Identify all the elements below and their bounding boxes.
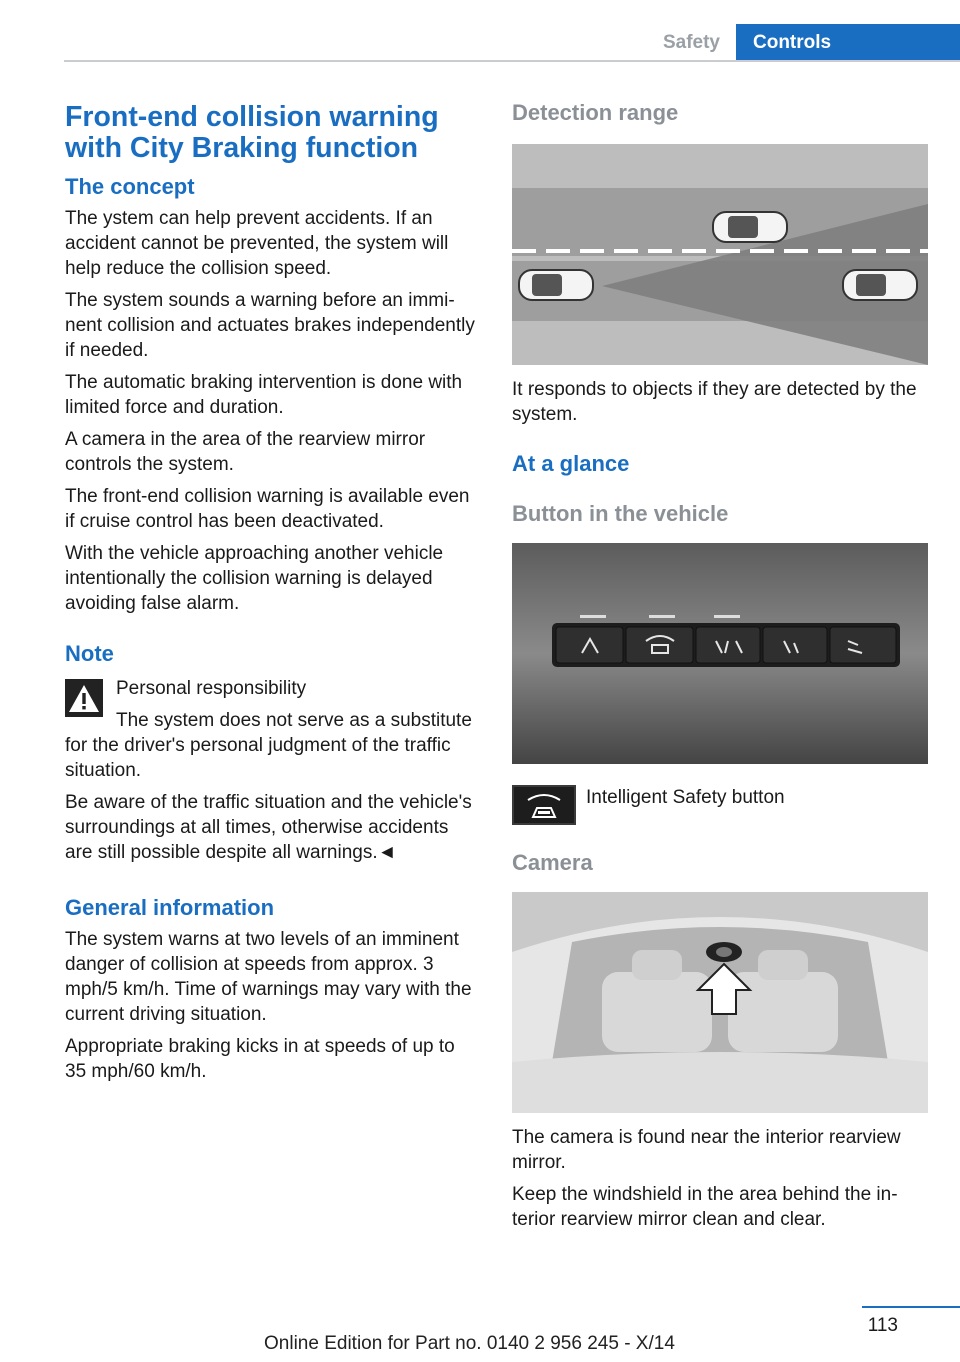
camera-heading: Camera xyxy=(512,850,593,875)
warning-triangle-icon xyxy=(65,679,103,717)
footer-divider xyxy=(862,1306,960,1308)
concept-heading: The concept xyxy=(65,174,195,199)
header-divider xyxy=(64,60,960,62)
note-text: The system does not serve as a substitute for the driver's personal judgment of the traffic situation. xyxy=(65,710,472,781)
header-section-label: Safety xyxy=(662,32,720,53)
note-title: Personal responsibility xyxy=(116,678,307,699)
car-ahead-icon xyxy=(713,212,787,242)
right-column xyxy=(512,100,928,1232)
concept-paragraph: A camera in the area of the rearview mirror controls the system. xyxy=(65,429,426,475)
car-right-icon xyxy=(843,270,917,300)
note-text: Be aware of the traffic situation and the vehicle's surroundings at all times, otherwise accidents are still possible despite all warnings.◄ xyxy=(65,792,472,863)
header-chapter-tab: Controls xyxy=(736,24,960,62)
page-number: 113 xyxy=(867,1315,898,1336)
camera-text: The camera is found near the interior rearview mirror. xyxy=(512,1127,901,1173)
concept-paragraph: The front-end collision warning is available even if cruise control has been deactivated. xyxy=(65,486,470,532)
concept-paragraph: The system sounds a warning before an imminent collision and actuates brakes independently if needed. xyxy=(65,290,475,361)
left-column xyxy=(65,102,480,1084)
car-left-icon xyxy=(519,270,593,300)
concept-paragraph: With the vehicle approaching another vehicle intentionally the collision warning is delayed avoiding false alarm. xyxy=(65,543,444,614)
button-legend xyxy=(512,785,928,825)
button-label: Intelligent Safety button xyxy=(586,787,785,808)
intelligent-safety-icon xyxy=(512,785,576,825)
vehicle-button-panel-photo xyxy=(512,543,928,764)
note-heading: Note xyxy=(65,641,114,666)
concept-paragraph: The ystem can help prevent accidents. If an accident cannot be prevented, the system will help reduce the collision speed. xyxy=(65,208,449,279)
button-heading: Button in the vehicle xyxy=(512,501,729,526)
note-block xyxy=(65,676,480,701)
page-title: Front-end collision warning with City Braking function xyxy=(65,101,439,164)
general-paragraph: Appropriate braking kicks in at speeds of up to 35 mph/60 km/h. xyxy=(65,1036,455,1082)
concept-paragraph: The automatic braking intervention is done with limited force and duration. xyxy=(65,372,463,418)
general-paragraph: The system warns at two levels of an imminent danger of collision at speeds from approx. 3 mph/5 km/h. Time of warnings may vary with the current driving situation. xyxy=(65,929,472,1025)
detection-text: It responds to objects if they are detected by the system. xyxy=(512,379,917,425)
general-heading: General information xyxy=(65,895,275,920)
detection-range-illustration xyxy=(512,144,928,365)
detection-heading: Detection range xyxy=(512,100,679,125)
edition-text: Online Edition for Part no. 0140 2 956 245 - X/14 xyxy=(264,1333,675,1354)
glance-heading: At a glance xyxy=(512,451,630,476)
camera-location-photo xyxy=(512,892,928,1113)
camera-text: Keep the windshield in the area behind the interior rearview mirror clean and clear. xyxy=(512,1184,898,1230)
